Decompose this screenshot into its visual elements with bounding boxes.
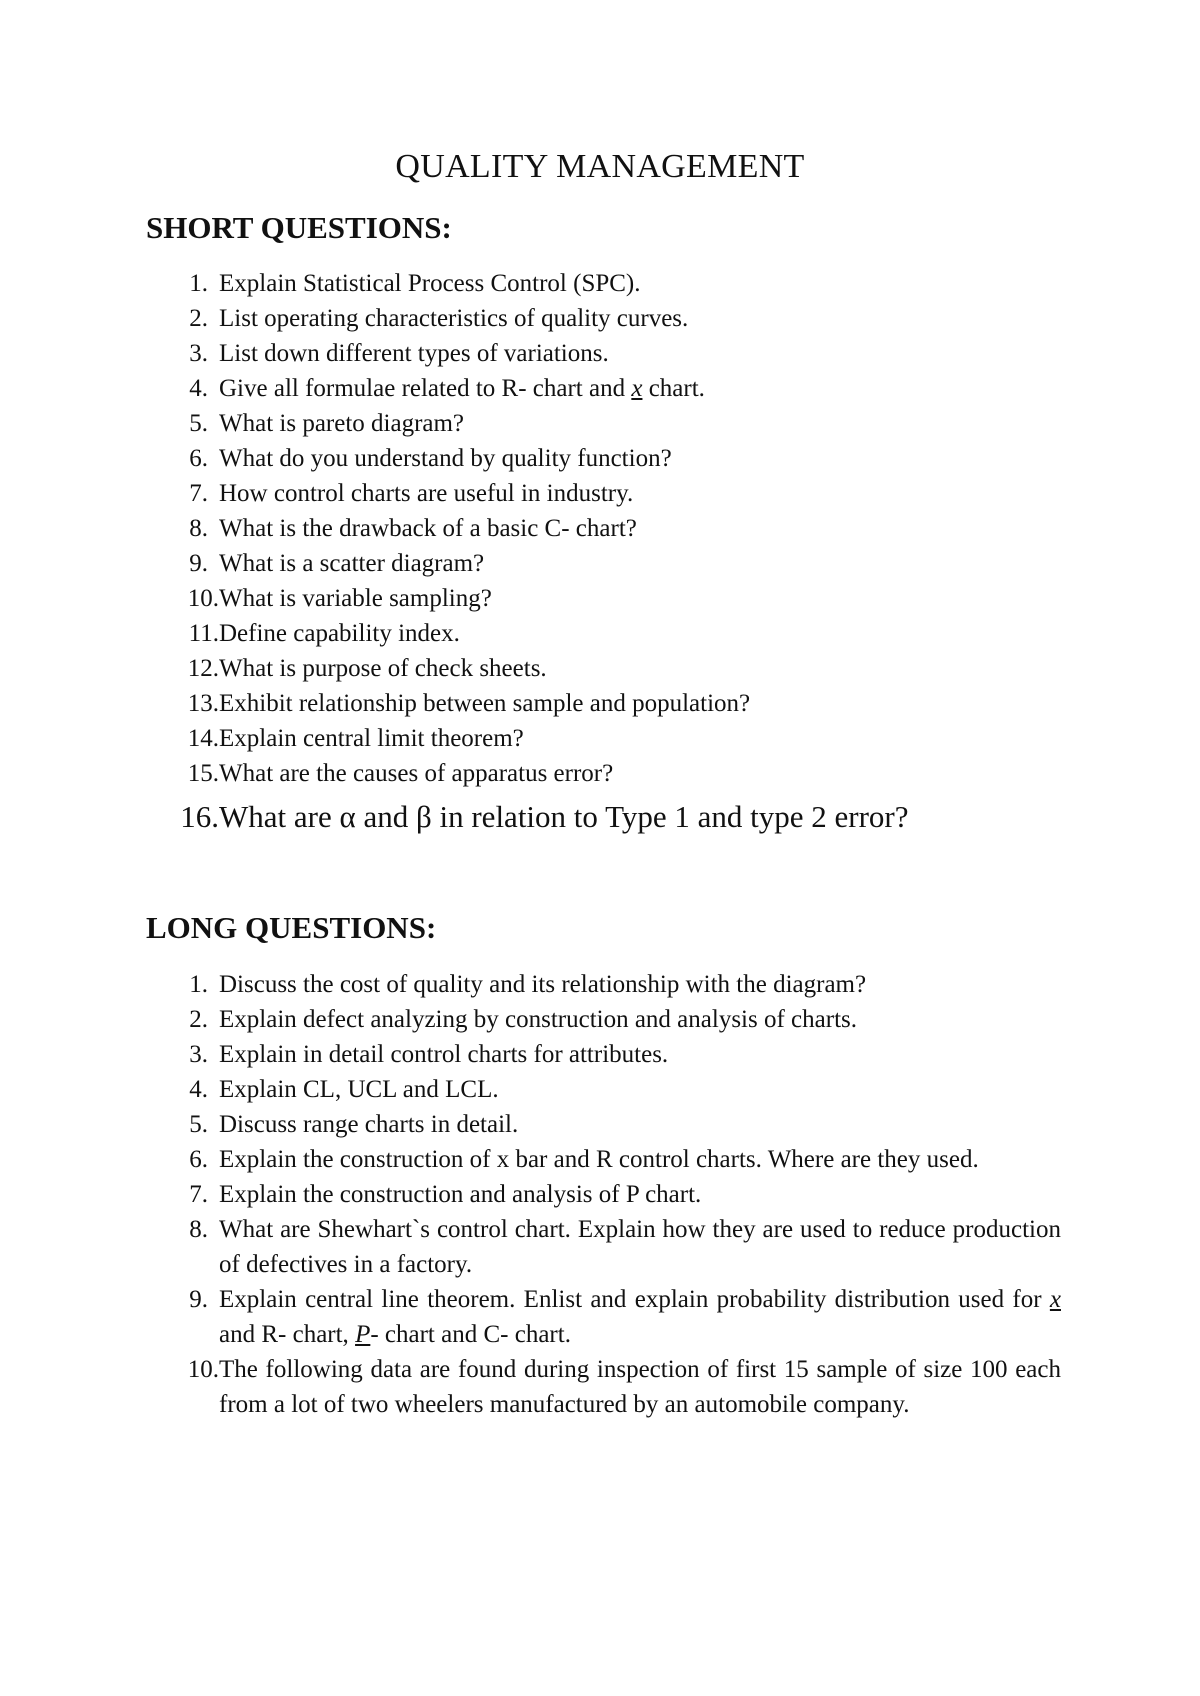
question-text-part: chart.	[642, 375, 705, 402]
question-text: Explain defect analyzing by construction and analysis of charts.	[219, 1006, 857, 1033]
question-number: 3.	[189, 340, 208, 367]
question-number: 6.	[189, 1146, 208, 1173]
question-number: 5.	[189, 1111, 208, 1138]
question-number: 10.	[187, 585, 219, 612]
question-text: What is a scatter diagram?	[219, 550, 485, 577]
question-number: 1.	[189, 270, 208, 297]
question-number: 9.	[189, 550, 208, 577]
long-questions-list	[0, 967, 1200, 1422]
long-question	[0, 1142, 1200, 1177]
question-text	[219, 371, 1061, 406]
question-number: 6.	[189, 445, 208, 472]
short-question	[0, 616, 1200, 651]
question-text: How control charts are useful in industry.	[219, 480, 634, 507]
question-text: List down different types of variations.	[219, 340, 609, 367]
question-number: 3.	[189, 1041, 208, 1068]
short-question	[0, 511, 1200, 546]
short-question	[0, 301, 1200, 336]
p-bar-symbol: P	[355, 1321, 371, 1348]
question-text-part: Give all formulae related to R- chart and	[219, 375, 632, 402]
question-text: The following data are found during inspection of first 15 sample of size 100 each from a lot of two wheelers manufactured by an automobile company.	[219, 1356, 1061, 1418]
question-text: Explain the construction and analysis of P chart.	[219, 1181, 702, 1208]
long-question	[0, 1352, 1200, 1422]
question-text: What do you understand by quality function?	[219, 445, 672, 472]
question-number: 7.	[189, 1181, 208, 1208]
question-number: 2.	[189, 305, 208, 332]
question-text: What are α and β in relation to Type 1 and type 2 error?	[219, 799, 909, 834]
short-question	[0, 651, 1200, 686]
short-questions-list	[0, 266, 1200, 843]
long-question	[0, 967, 1200, 1002]
question-number: 10.	[187, 1356, 219, 1383]
short-question	[0, 791, 1200, 843]
x-bar-symbol: x	[631, 375, 643, 402]
question-text: List operating characteristics of quality curves.	[219, 305, 689, 332]
long-questions-heading: LONG QUESTIONS:	[146, 910, 437, 945]
question-text: Define capability index.	[219, 620, 460, 647]
question-number: 15.	[187, 760, 219, 787]
long-question	[0, 1212, 1200, 1282]
short-question	[0, 441, 1200, 476]
question-text: Discuss range charts in detail.	[219, 1111, 519, 1138]
question-number: 2.	[189, 1006, 208, 1033]
question-number: 8.	[189, 515, 208, 542]
question-text: Explain Statistical Process Control (SPC).	[219, 270, 641, 297]
short-question	[0, 686, 1200, 721]
question-number: 9.	[189, 1286, 208, 1313]
question-number: 13.	[187, 690, 219, 717]
question-number: 16.	[180, 799, 219, 834]
question-text: What is variable sampling?	[219, 585, 492, 612]
short-question	[0, 371, 1200, 406]
question-text: Discuss the cost of quality and its relationship with the diagram?	[219, 971, 867, 998]
x-bar-symbol: x	[1049, 1286, 1061, 1313]
question-text: Exhibit relationship between sample and population?	[219, 690, 751, 717]
long-question	[0, 1282, 1200, 1352]
long-question	[0, 1002, 1200, 1037]
long-question	[0, 1177, 1200, 1212]
question-number: 1.	[189, 971, 208, 998]
short-question	[0, 406, 1200, 441]
document-title: QUALITY MANAGEMENT	[395, 148, 805, 185]
question-text: What is pareto diagram?	[219, 410, 465, 437]
question-text: Explain the construction of x bar and R control charts. Where are they used.	[219, 1146, 979, 1173]
question-number: 5.	[189, 410, 208, 437]
question-number: 4.	[189, 1076, 208, 1103]
question-text-part: and R- chart,	[219, 1321, 356, 1348]
question-text: Explain CL, UCL and LCL.	[219, 1076, 499, 1103]
question-text	[219, 1282, 1061, 1352]
long-question	[0, 1107, 1200, 1142]
question-number: 7.	[189, 480, 208, 507]
short-question	[0, 266, 1200, 301]
question-number: 8.	[189, 1216, 208, 1243]
question-number: 4.	[189, 375, 208, 402]
short-question	[0, 756, 1200, 791]
question-text: What are Shewhart`s control chart. Explain how they are used to reduce production of defectives in a factory.	[219, 1216, 1061, 1278]
short-question	[0, 721, 1200, 756]
question-number: 12.	[187, 655, 219, 682]
short-question	[0, 581, 1200, 616]
question-text: Explain central limit theorem?	[219, 725, 524, 752]
short-question	[0, 476, 1200, 511]
long-question	[0, 1072, 1200, 1107]
question-text-part: - chart and C- chart.	[370, 1321, 571, 1348]
short-question	[0, 336, 1200, 371]
short-question	[0, 546, 1200, 581]
short-questions-heading: SHORT QUESTIONS:	[146, 210, 452, 245]
question-number: 14.	[187, 725, 219, 752]
question-text: What are the causes of apparatus error?	[219, 760, 614, 787]
long-question	[0, 1037, 1200, 1072]
question-text: What is purpose of check sheets.	[219, 655, 547, 682]
question-text-part: Explain central line theorem. Enlist and explain probability distribution used for	[219, 1286, 1050, 1313]
question-text: What is the drawback of a basic C- chart?	[219, 515, 637, 542]
question-text: Explain in detail control charts for attributes.	[219, 1041, 669, 1068]
question-number: 11.	[188, 620, 219, 647]
